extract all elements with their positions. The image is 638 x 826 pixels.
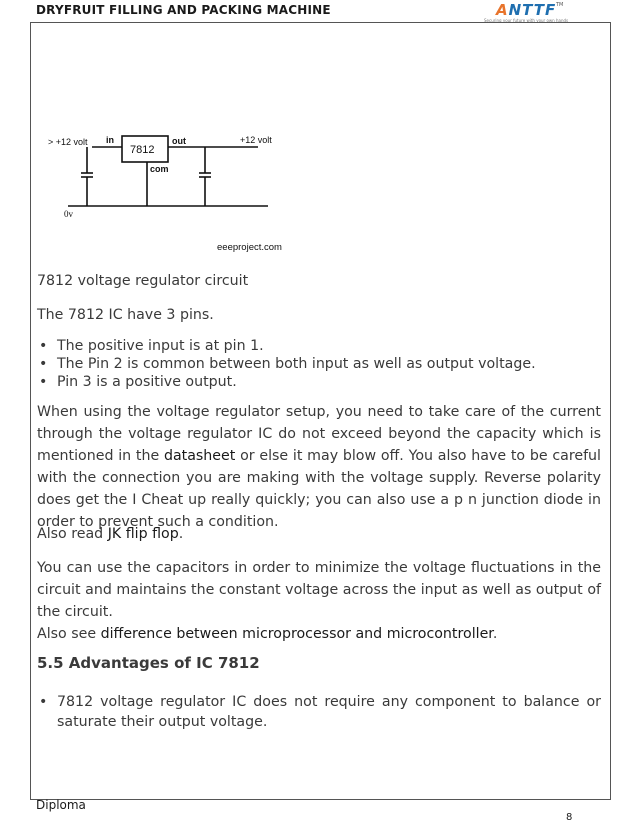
- pins-intro: The 7812 IC have 3 pins.: [37, 307, 214, 323]
- pin-bullet-list: [37, 337, 601, 391]
- document-header-title: DRYFRUIT FILLING AND PACKING MACHINE: [36, 3, 331, 17]
- jk-flip-flop-link[interactable]: JK flip flop: [107, 526, 179, 542]
- com-pin-label: com: [150, 164, 169, 174]
- footer-label: Diploma: [36, 798, 86, 812]
- logo-wordmark: ANTTF: [496, 1, 557, 19]
- circuit-diagram: [40, 130, 340, 270]
- bullet-icon: •: [39, 374, 48, 390]
- paragraph-current-caution: When using the voltage regulator setup, you need to take care of the current through the voltage regulator IC do not exceed beyond the capacity which is mentioned in the datasheet or else it may blow off. You also have to be careful with the connection you are making with the voltage supply. Reverse polarity does get the I Cheat up really quickly; you can also use a p n junction diode in order to prevent such a condition.: [37, 404, 601, 530]
- also-read-line: Also read JK flip flop.: [37, 526, 184, 542]
- also-see-line: Also see difference between microprocessor and microcontroller.: [37, 626, 498, 642]
- figure-credit: eeeproject.com: [217, 242, 282, 253]
- out-pin-label: out: [172, 136, 186, 146]
- bullet-icon: •: [39, 694, 48, 710]
- ground-label: 0v: [64, 209, 73, 219]
- input-voltage-label: > +12 volt: [48, 137, 88, 147]
- logo-tagline: Securing your future with your own hands: [484, 18, 569, 23]
- datasheet-link[interactable]: datasheet: [163, 448, 236, 464]
- in-pin-label: in: [106, 135, 114, 145]
- logo-trademark: TM: [556, 2, 564, 8]
- paragraph-capacitors: You can use the capacitors in order to minimize the voltage fluctuations in the circuit and maintains the constant voltage across the input as well as output of the circuit.: [37, 560, 601, 620]
- list-item: • Pin 3 is a positive output.: [39, 374, 237, 390]
- bullet-icon: •: [39, 356, 48, 372]
- list-item: • 7812 voltage regulator IC does not require any component to balance or saturate their output voltage.: [39, 694, 601, 730]
- list-item: • The Pin 2 is common between both input as well as output voltage.: [39, 356, 536, 372]
- advantages-bullet-list: [37, 692, 601, 732]
- output-voltage-label: +12 volt: [240, 135, 272, 145]
- chip-label: 7812: [130, 144, 155, 156]
- bullet-icon: •: [39, 338, 48, 354]
- section-heading: 5.5 Advantages of IC 7812: [37, 654, 260, 672]
- list-item: • The positive input is at pin 1.: [39, 338, 264, 354]
- page-number: 8: [566, 812, 573, 823]
- figure-caption: 7812 voltage regulator circuit: [37, 273, 249, 289]
- microprocessor-vs-microcontroller-link[interactable]: difference between microprocessor and microcontroller: [100, 626, 493, 642]
- nttf-logo: [482, 2, 592, 24]
